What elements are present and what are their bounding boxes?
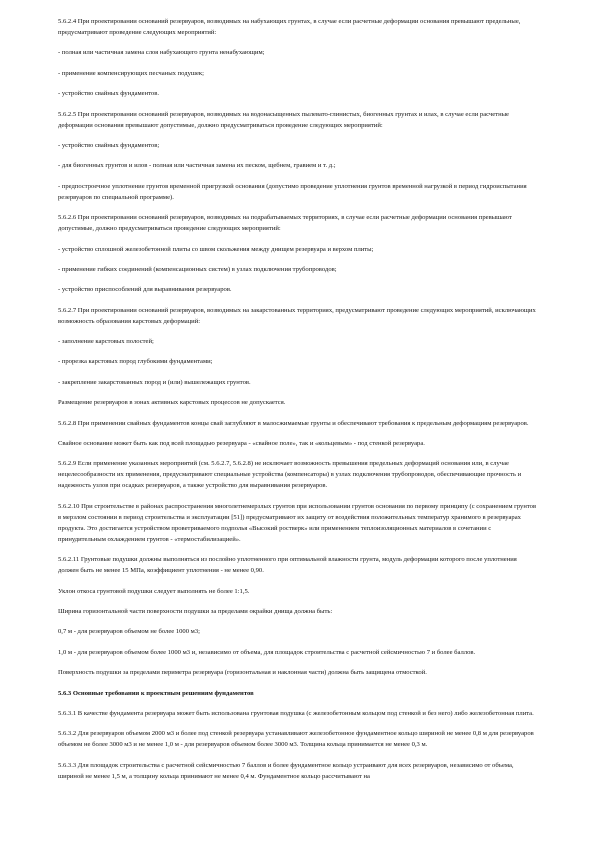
paragraph: - полная или частичная замена слоя набухающего грунта ненабухающим; [58, 49, 265, 57]
paragraph: 5.6.2.7 При проектировании оснований резервуаров, возводимых на закарстованных территориях, предусматривают проведение следующих мероприятий, исключающих возможность образования карстовых деформаций: [58, 306, 536, 325]
paragraph: - устройство приспособлений для выравнивания резервуаров. [58, 286, 232, 294]
paragraph: 5.6.2.4 При проектировании оснований резервуаров, возводимых на набухающих грунтах, в случае если расчетные деформации основания превышают предельные, предусматривают проведение следующих мероприятий: [58, 18, 521, 36]
paragraph: - предпостроечное уплотнение грунтов временной пригрузкой основания (допустимо проведение уплотнения грунтов временной нагрузкой в период гидроиспытания резервуаров по специальной программе). [58, 182, 527, 201]
paragraph: - прорезка карстовых пород глубокими фундаментами; [58, 358, 213, 366]
paragraph: 5.6.2.5 При проектировании оснований резервуаров, возводимых на водонасыщенных пылевато-глинистых, биогенных грунтах и илах, в случае если расчетные деформации основания превышают допустимые, должно предусматриваться проведение следующих мероприятий: [58, 110, 509, 129]
paragraph: 5.6.2.8 При применении свайных фундаментов концы свай заглубляют в малосжимаемые грунты и обеспечивают требования к предельным деформациям резервуаров. [58, 419, 529, 427]
paragraph: 5.6.2.10 При строительстве в районах распространения многолетнемерзлых грунтов при использовании грунтов основания по первому принципу (с сохранением грунтов в мерзлом состоянии в период строительства и эксплуатации [51]) предусматривают их защиту от воздействия положительных температур хранимого в резервуарах продукта. Это достигается устройством проветриваемого подполья «Высокий ростверк» или применением теплоизоляционных материалов в сочетании с принудительным охлаждением грунтов - «термостабилизацией». [58, 502, 537, 543]
paragraph: - устройство свайных фундаментов; [58, 141, 160, 149]
paragraph: - для биогенных грунтов и илов - полная или частичная замена их песком, щебнем, гравием и т. д.; [58, 162, 336, 170]
paragraph: 5.6.2.11 Грунтовые подушки должны выполняться из послойно уплотненного при оптимальной влажности грунта, модуль деформации которого после уплотнения должен быть не менее 15 МПа, коэффициент уплотнения - не менее 0,90. [58, 556, 517, 575]
paragraph: - применение гибких соединений (компенсационных систем) в узлах подключения трубопроводов; [58, 265, 337, 273]
paragraph: - устройство сплошной железобетонной плиты со швом скольжения между днищем резервуара и верхом плиты; [58, 245, 374, 253]
paragraph: 5.6.2.9 Если применение указанных мероприятий (см. 5.6.2.7, 5.6.2.8) не исключает возможность превышения предельных деформаций основания или, в случае нецелесообразности их применения, предусматривают специальные устройства (компенсаторы) в узлах подключения трубопроводов, обеспечивающие прочность и надежность узлов при осадках резервуаров, а также устройство для выравнивания резервуаров. [58, 460, 522, 490]
paragraph: Ширина горизонтальной части поверхности подушки за пределами окрайки днища должна быть: [58, 607, 333, 615]
paragraph: - устройство свайных фундаментов. [58, 90, 159, 98]
paragraph: - применение компенсирующих песчаных подушек; [58, 69, 204, 77]
paragraph: - заполнение карстовых полостей; [58, 338, 154, 346]
paragraph: 1,0 м - для резервуаров объемом более 1000 м3 и, независимо от объема, для площадок строительства с расчетной сейсмичностью 7 и более баллов. [58, 648, 476, 656]
paragraph: 5.6.3.1 В качестве фундамента резервуара может быть использована грунтовая подушка (с железобетонным кольцом под стенкой и без него) либо железобетонная плита. [58, 709, 534, 717]
paragraph: 5.6.3.2 Для резервуаров объемом 2000 м3 и более под стенкой резервуара устанавливают железобетонное фундаментное кольцо шириной не менее 0,8 м для резервуаров объемом не более 3000 м3 и не менее 1,0 м - для резервуаров объемом более 3000 м3. Толщина кольца принимается не менее 0,3 м. [58, 730, 534, 749]
paragraph: Размещение резервуаров в зонах активных карстовых процессов не допускается. [58, 399, 286, 407]
section-heading: 5.6.3 Основные требования к проектным решениям фундаментов [58, 689, 254, 697]
paragraph: Свайное основание может быть как под всей площадью резервуара - «свайное поле», так и «кольцевым» - под стенкой резервуара. [58, 440, 425, 448]
paragraph: 5.6.2.6 При проектировании оснований резервуаров, возводимых на подрабатываемых территориях, в случае если расчетные деформации основания превышают допустимые, должно предусматриваться проведение следующих мероприятий: [58, 214, 512, 233]
paragraph: 0,7 м - для резервуаров объемом не более 1000 м3; [58, 628, 200, 636]
paragraph: Уклон откоса грунтовой подушки следует выполнять не более 1:1,5. [58, 587, 250, 595]
paragraph: 5.6.3.3 Для площадок строительства с расчетной сейсмичностью 7 баллов и более фундаментное кольцо устраивают для всех резервуаров, независимо от объема, шириной не менее 1,5 м, а толщину кольца принимают не менее 0,4 м. Фундаментное кольцо рассчитывают на [58, 761, 514, 780]
paragraph: - закрепление закарстованных пород и (или) вышележащих грунтов. [58, 378, 251, 386]
paragraph: Поверхность подушки за пределами периметра резервуара (горизонтальная и наклонная части) должна быть защищена отмосткой. [58, 669, 427, 677]
